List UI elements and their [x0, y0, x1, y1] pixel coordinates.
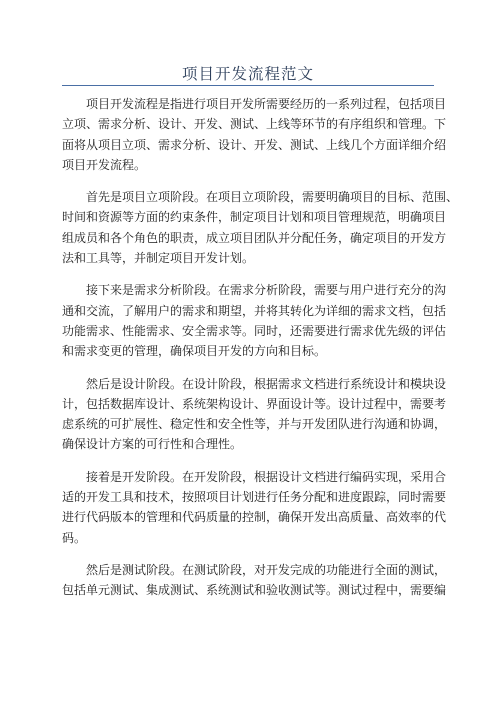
paragraph-development — [62, 467, 447, 548]
paragraph-line: 虑系统的可扩展性、稳定性和安全性等，并与开发团队进行沟通和协调， — [62, 417, 447, 432]
document-title: 项目开发流程范文 — [181, 65, 314, 83]
paragraph-line: 适的开发工具和技术，按照项目计划进行任务分配和进度跟踪，同时需要 — [62, 490, 447, 505]
paragraph-line: 进行代码版本的管理和代码质量的控制，确保开发出高质量、高效率的代 — [62, 510, 447, 525]
paragraph-line: 组成员和各个角色的职责，成立项目团队并分配任务，确定项目的开发方 — [62, 230, 447, 245]
paragraph-line: 包括单元测试、集成测试、系统测试和验收测试等。测试过程中，需要编 — [62, 583, 447, 598]
paragraph-line: 项目开发流程。 — [62, 157, 147, 172]
paragraph-line: 项目开发流程是指进行项目开发所需要经历的一系列过程，包括项目 — [86, 97, 447, 111]
paragraph-line: 首先是项目立项阶段。在项目立项阶段，需要明确项目的目标、范围、 — [86, 190, 459, 205]
paragraph-line: 和需求变更的管理，确保项目开发的方向和目标。 — [62, 344, 327, 359]
paragraph-line: 计，包括数据库设计、系统架构设计、界面设计等。设计过程中，需要考 — [62, 396, 447, 411]
title-underline — [62, 85, 434, 86]
paragraph-line: 功能需求、性能需求、安全需求等。同时，还需要进行需求优先级的评估 — [62, 323, 447, 338]
paragraph-line: 面将从项目立项、需求分析、设计、开发、测试、上线几个方面详细介绍 — [62, 137, 447, 152]
paragraph-line: 法和工具等，并制定项目开发计划。 — [62, 251, 255, 266]
paragraph-initiation — [62, 187, 459, 268]
paragraph-line: 接着是开发阶段。在开发阶段，根据设计文档进行编码实现，采用合 — [86, 469, 447, 484]
paragraph-line: 立项、需求分析、设计、开发、测试、上线等环节的有序组织和管理。下 — [62, 117, 447, 132]
paragraph-line: 码。 — [62, 530, 87, 545]
document-body — [62, 94, 459, 613]
paragraph-design — [62, 374, 447, 455]
paragraph-line: 时间和资源等方面的约束条件，制定项目计划和项目管理规范，明确项目 — [62, 210, 447, 225]
paragraph-line: 然后是测试阶段。在测试阶段，对开发完成的功能进行全面的测试， — [86, 562, 447, 577]
paragraph-line: 接下来是需求分析阶段。在需求分析阶段，需要与用户进行充分的沟 — [86, 283, 447, 298]
paragraph-testing — [62, 560, 447, 601]
paragraph-intro — [62, 94, 447, 175]
paragraph-line: 然后是设计阶段。在设计阶段，根据需求文档进行系统设计和模块设 — [86, 376, 447, 391]
paragraph-line: 确保设计方案的可行性和合理性。 — [62, 437, 243, 452]
paragraph-line: 通和交流，了解用户的需求和期望，并将其转化为详细的需求文档，包括 — [62, 303, 447, 318]
paragraph-requirements — [62, 280, 447, 361]
